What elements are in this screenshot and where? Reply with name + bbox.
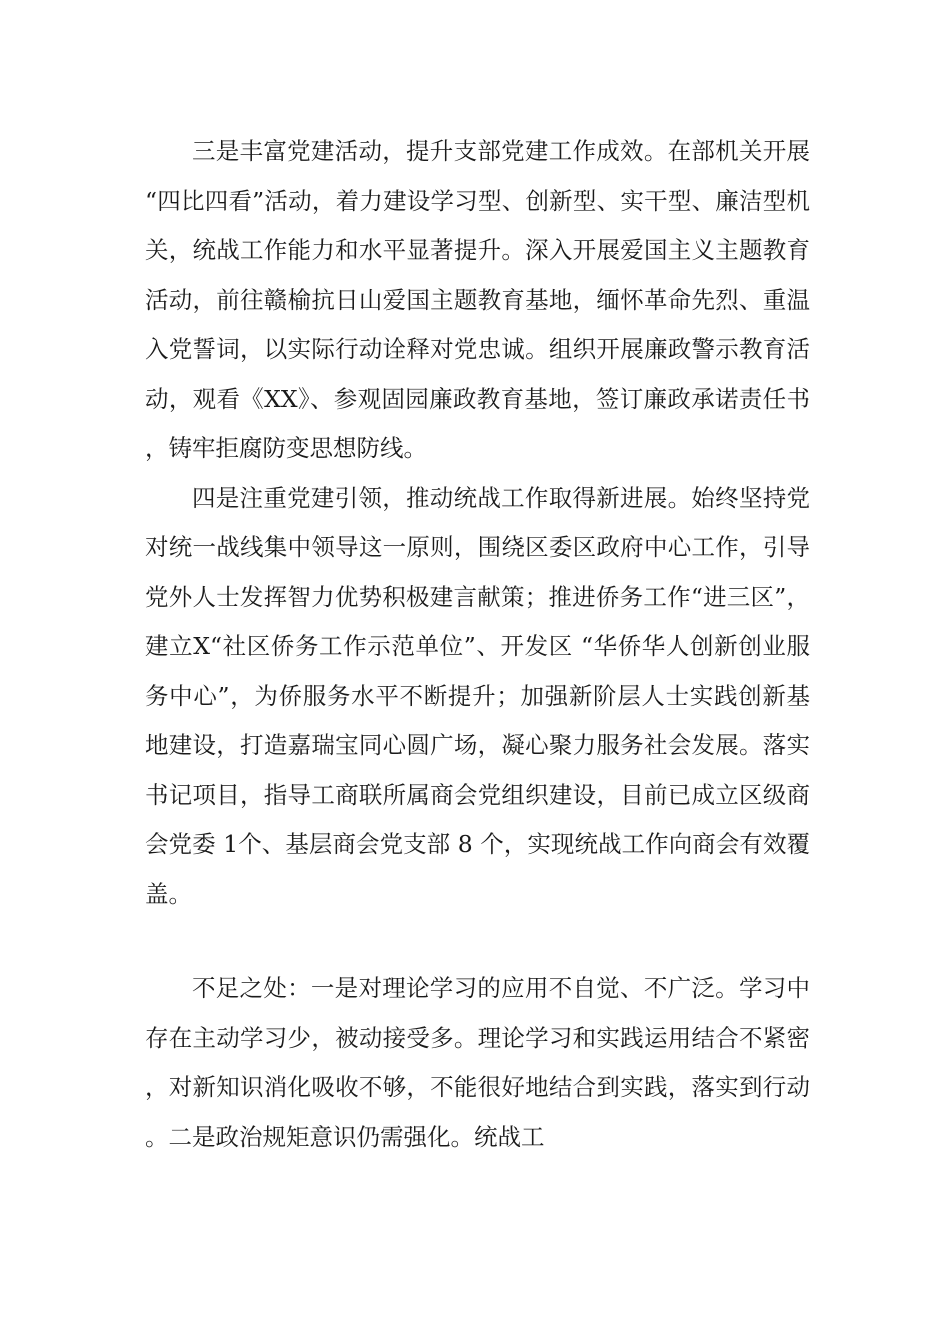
paragraph-spacer [145,919,810,964]
document-body [145,127,810,1162]
paragraph-shortcomings: 不足之处：一是对理论学习的应用不自觉、不广泛。学习中存在主动学习少，被动接受多。理论学习和实践运用结合不紧密，对新知识消化吸收不够，不能很好地结合到实践，落实到行动。二是政治规矩意识仍需强化。统战工 [145,974,811,1151]
paragraph-party-activities: 三是丰富党建活动，提升支部党建工作成效。在部机关开展“四比四看”活动，着力建设学习型、创新型、实干型、廉洁型机关，统战工作能力和水平显著提升。深入开展爱国主义主题教育活动，前往赣榆抗日山爱国主题教育基地，缅怀革命先烈、重温入党誓词，以实际行动诠释对党忠诚。组织开展廉政警示教育活动，观看《XX》、参观固园廉政教育基地，签订廉政承诺责任书，铸牢拒腐防变思想防线。 [145,137,811,462]
paragraph-united-front-progress: 四是注重党建引领，推动统战工作取得新进展。始终坚持党对统一战线集中领导这一原则，围绕区委区政府中心工作，引导党外人士发挥智力优势积极建言献策；推进侨务工作“进三区”，建立X“社区侨务工作示范单位”、开发区 “华侨华人创新创业服务中心”，为侨服务水平不断提升；加强新阶层人士实践创新基地建设，打造嘉瑞宝同心圆广场，凝心聚力服务社会发展。落实书记项目，指导工商联所属商会党组织建设，目前已成立区级商会党委 1个、基层商会党支部 8 个，实现统战工作向商会有效覆盖。 [145,483,811,908]
